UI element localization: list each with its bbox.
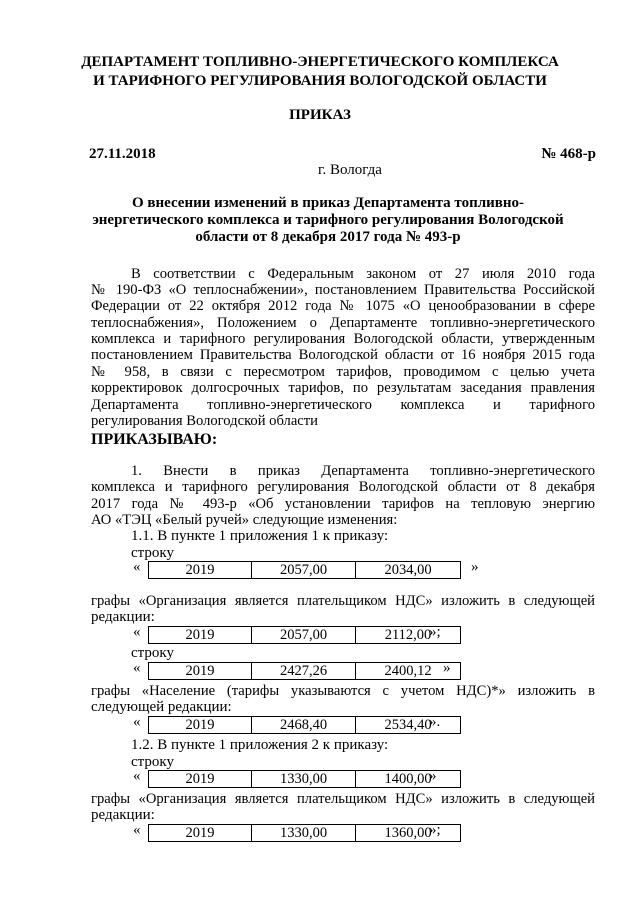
- tariff-row-table: [148, 662, 461, 680]
- tariff-cell: 1330,00: [252, 825, 356, 842]
- population-text-line1: графы «Население (тарифы указываются с учетом НДС)*» изложить в: [91, 683, 595, 699]
- tariff-cell: 2400,12: [356, 663, 461, 680]
- open-quote: «: [133, 559, 141, 575]
- tariff-row-table: [148, 770, 461, 788]
- preamble-line: теплоснабжения», Положением о Департаменте топливно-энергетического: [91, 315, 595, 331]
- vat-text-line1: графы «Организация является плательщиком НДС» изложить в следующей: [91, 593, 595, 609]
- year-cell: 2019: [149, 663, 252, 680]
- tariff-cell: 2034,00: [356, 562, 461, 579]
- year-cell: 2019: [149, 771, 252, 788]
- item1-line: 1. Внести в приказ Департамента топливно-энергетического: [131, 463, 595, 479]
- tariff-cell: 2427,26: [252, 663, 356, 680]
- open-quote: «: [133, 714, 141, 730]
- year-cell: 2019: [149, 717, 252, 734]
- tariff-cell: 2534,40: [356, 717, 461, 734]
- tariff-cell: 2112,00: [356, 627, 461, 644]
- document-number: № 468-р: [541, 146, 596, 162]
- preamble-line: Федерации от 22 октября 2012 года № 1075 «О ценообразовании в сфере: [91, 298, 595, 314]
- close-quote: »: [471, 559, 479, 575]
- subitem-1-1: 1.1. В пункте 1 приложения 1 к приказу:: [131, 528, 389, 544]
- document-type: ПРИКАЗ: [289, 107, 351, 123]
- vat-text-line2: редакции:: [91, 609, 155, 625]
- item1-line: комплекса и тарифного регулирования Вологодской области от 8 декабря: [91, 479, 595, 495]
- line-word: строку: [131, 545, 174, 561]
- department-name-line2: И ТАРИФНОГО РЕГУЛИРОВАНИЯ ВОЛОГОДСКОЙ ОБЛАСТИ: [93, 73, 547, 89]
- preamble-line: Департамента топливно-энергетического комплекса и тарифного: [91, 397, 595, 413]
- close-quote: ».: [429, 714, 441, 730]
- close-quote: »: [443, 660, 451, 676]
- tariff-cell: 2057,00: [252, 562, 356, 579]
- tariff-cell: 1360,00: [356, 825, 461, 842]
- close-quote: »;: [429, 822, 441, 838]
- department-name-line1: ДЕПАРТАМЕНТ ТОПЛИВНО-ЭНЕРГЕТИЧЕСКОГО КОМПЛЕКСА: [81, 54, 559, 70]
- open-quote: «: [133, 822, 141, 838]
- title-line1: О внесении изменений в приказ Департамента топливно-: [131, 195, 525, 211]
- item1-line: 2017 года № 493-р «Об установлении тарифов на тепловую энергию: [91, 496, 595, 512]
- tariff-cell: 2468,40: [252, 717, 356, 734]
- preamble-line: регулирования Вологодской области: [91, 413, 318, 429]
- tariff-row-table: [148, 626, 461, 644]
- line-word: строку: [131, 645, 174, 661]
- close-quote: »: [429, 768, 437, 784]
- order-word: ПРИКАЗЫВАЮ:: [91, 431, 218, 448]
- open-quote: «: [133, 660, 141, 676]
- year-cell: 2019: [149, 627, 252, 644]
- population-text-line2: следующей редакции:: [91, 699, 232, 715]
- preamble-line: корректировок долгосрочных тарифов, по результатам заседания правления: [91, 380, 595, 396]
- preamble-line: № 958, в связи с пересмотром тарифов, проводимом с целью учета: [91, 364, 595, 380]
- preamble-line: постановлением Правительства Вологодской области от 16 ноября 2015 года: [91, 347, 595, 363]
- subitem-1-2: 1.2. В пункте 1 приложения 2 к приказу:: [131, 737, 389, 753]
- vat-text-line2: редакции:: [91, 807, 155, 823]
- line-word: строку: [131, 754, 174, 770]
- preamble-line: № 190-ФЗ «О теплоснабжении», постановлением Правительства Российской: [91, 282, 595, 298]
- tariff-row-table: [148, 561, 461, 579]
- document-date: 27.11.2018: [89, 146, 156, 162]
- title-line2: энергетического комплекса и тарифного регулирования Вологодской: [92, 212, 564, 228]
- open-quote: «: [133, 624, 141, 640]
- vat-text-line1: графы «Организация является плательщиком НДС» изложить в следующей: [91, 791, 595, 807]
- close-quote: »;: [429, 624, 441, 640]
- year-cell: 2019: [149, 825, 252, 842]
- preamble-line: комплекса и тарифного регулирования Вологодской области, утвержденным: [91, 331, 595, 347]
- tariff-row-table: [148, 824, 461, 842]
- year-cell: 2019: [149, 562, 252, 579]
- preamble-line: В соответствии с Федеральным законом от 27 июля 2010 года: [131, 266, 595, 282]
- open-quote: «: [133, 768, 141, 784]
- tariff-cell: 2057,00: [252, 627, 356, 644]
- tariff-row-table: [148, 716, 461, 734]
- item1-line: АО «ТЭЦ «Белый ручей» следующие изменения:: [91, 512, 398, 528]
- document-city: г. Вологда: [318, 162, 382, 178]
- tariff-cell: 1400,00: [356, 771, 461, 788]
- tariff-cell: 1330,00: [252, 771, 356, 788]
- title-line3: области от 8 декабря 2017 года № 493-р: [195, 229, 461, 245]
